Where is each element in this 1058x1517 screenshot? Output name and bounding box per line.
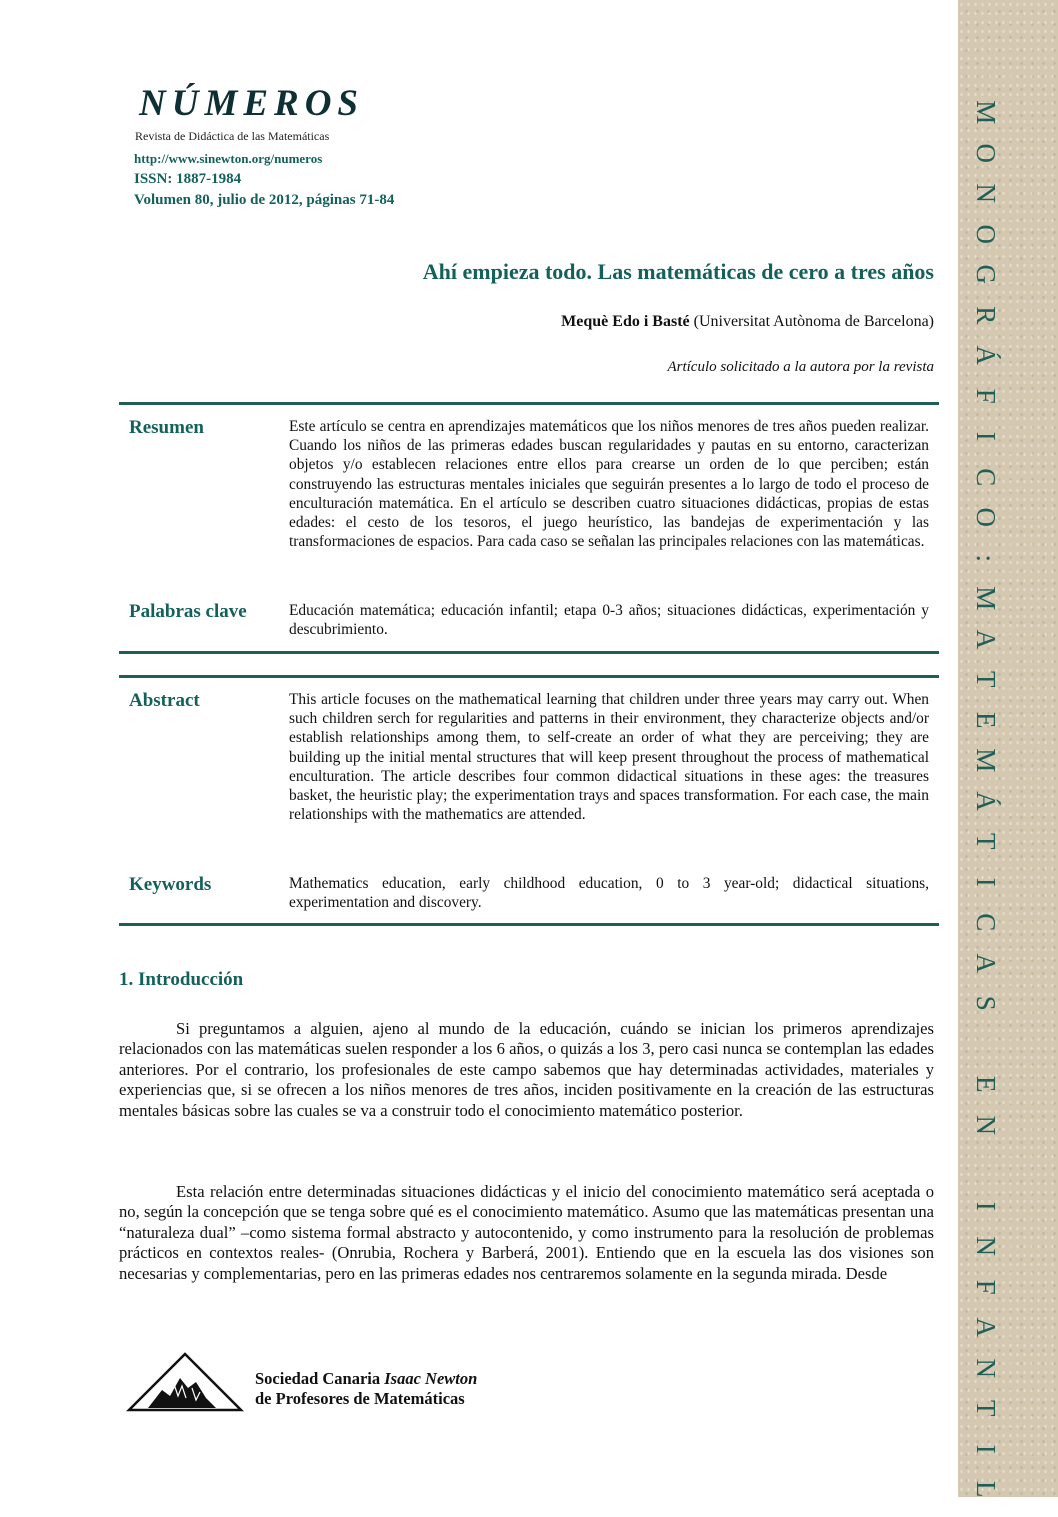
sidebar-letter: M (970, 586, 1001, 611)
keywords-text: Mathematics education, early childhood education, 0 to 3 year-old; didactical situations, experimentation and discovery. (289, 875, 929, 912)
palabras-label: Palabras clave (129, 601, 247, 622)
sidebar-letter: A (970, 1317, 1001, 1337)
sidebar-letter: N (970, 1115, 1001, 1135)
sidebar-letter: I (970, 431, 1001, 441)
society-footer (126, 1352, 546, 1414)
society-line1b: Isaac Newton (384, 1369, 478, 1388)
article-note: Artículo solicitado a la autora por la revista (667, 359, 934, 375)
monograph-sidebar (958, 0, 1058, 1497)
sidebar-letter: N (970, 1236, 1001, 1256)
society-line1a: Sociedad Canaria (255, 1369, 385, 1388)
sidebar-letter: L (970, 1481, 1001, 1498)
divider (119, 651, 939, 654)
article-title: Ahí empieza todo. Las matemáticas de cero a tres años (422, 259, 934, 284)
sidebar-letter: O (970, 224, 1001, 244)
divider (119, 402, 939, 405)
journal-subtitle: Revista de Didáctica de las Matemáticas (135, 129, 330, 143)
sidebar-letter: I (970, 1444, 1001, 1454)
sidebar-letter: F (970, 1279, 1001, 1295)
journal-issn: ISSN: 1887-1984 (134, 171, 242, 187)
sidebar-letter: M (970, 100, 1001, 125)
sidebar-letter: R (970, 305, 1001, 324)
journal-volume: Volumen 80, julio de 2012, páginas 71-84 (134, 192, 395, 208)
divider (119, 923, 939, 926)
divider (119, 675, 939, 678)
sidebar-letter: M (970, 748, 1001, 773)
sidebar-letter: N (970, 183, 1001, 203)
sidebar-letter: O (970, 507, 1001, 527)
section-heading: 1. Introducción (119, 969, 244, 990)
author-affiliation: (Universitat Autònoma de Barcelona) (689, 313, 934, 330)
mountain-logo-icon (126, 1352, 244, 1414)
sidebar-letter: O (970, 143, 1001, 163)
society-name (255, 1369, 477, 1409)
resumen-label: Resumen (129, 417, 204, 438)
sidebar-letter: E (970, 1076, 1001, 1093)
paragraph: Esta relación entre determinadas situaciones didácticas y el inicio del conocimiento matemático será aceptada o no, según la concepción que se tenga sobre qué es el conocimiento matemático. Asumo que las matemáticas presentan una “naturaleza dual” –como sistema formal abstracto y autocontenido, y como instrumento para la resolución de problemas prácticos en contextos reales- (Onrubia, Rochera y Barberá, 2001). Entiendo que en la escuela las dos visiones son necesarias y complementarias, pero en las primeras edades nos centraremos solamente en la segunda mirada. Desde (119, 1182, 934, 1283)
sidebar-letter: I (970, 1201, 1001, 1211)
palabras-text: Educación matemática; educación infantil; etapa 0-3 años; situaciones didácticas, experimentación y descubrimiento. (289, 602, 929, 639)
sidebar-letter: Á (970, 345, 1001, 365)
sidebar-letter: N (970, 1358, 1001, 1378)
sidebar-letter: C (970, 913, 1001, 932)
society-line2: de Profesores de Matemáticas (255, 1389, 465, 1408)
resumen-text: Este artículo se centra en aprendizajes matemáticos que los niños menores de tres años pueden realizar. Cuando los niños de las primeras edades buscan regularidades y pautas en su entorno, caracterizan objetos y/o establecen relaciones entre ellos para crearse un orden de lo que perciben; están construyendo las estructuras mentales iniciales que seguirán presentes a lo largo de todo el proceso de enculturación matemática. En el artículo se describen cuatro situaciones didácticas, propias de estas edades: el cesto de los tesoros, el juego heurístico, las bandejas de experimentación y las transformaciones de espacios. Para cada caso se señalan las principales relaciones con las matemáticas. (289, 418, 929, 551)
article-author (561, 313, 934, 331)
sidebar-letter: Á (970, 791, 1001, 811)
sidebar-letter: T (970, 671, 1001, 688)
sidebar-letter: S (970, 995, 1001, 1011)
sidebar-letter: T (970, 1400, 1001, 1417)
paragraph: Si preguntamos a alguien, ajeno al mundo de la educación, cuándo se inician los primeros aprendizajes relacionados con las matemáticas suelen responder a los 6 años, o quizás a los 3, pero casi nunca se contemplan las edades anteriores. Por el contrario, los profesionales de este campo sabemos que hay determinadas actividades, materiales y experiencias que, si se ofrecen a los niños menores de tres años, inciden positivamente en la creación de las estructuras mentales básicas sobre las cuales se va a construir todo el conocimiento matemático posterior. (119, 1019, 934, 1120)
sidebar-letter: C (970, 467, 1001, 486)
keywords-label: Keywords (129, 874, 212, 895)
sidebar-letter: I (970, 877, 1001, 887)
journal-url[interactable]: http://www.sinewton.org/numeros (134, 151, 323, 166)
sidebar-letter: A (970, 953, 1001, 973)
sidebar-letter: F (970, 388, 1001, 404)
author-name: Mequè Edo i Basté (561, 313, 690, 330)
sidebar-vertical-title (958, 92, 1013, 1510)
abstract-text: This article focuses on the mathematical learning that children under three years may carry out. When such children serch for regularities and patterns in their environment, they characterize objects and/or establish relationships among them, to self-create an order of what they are perceiving; they are building up the initial mental structures that will keep present throughout the process of mathematical enculturation. The article describes four common didactical situations in these ages: the treasures basket, the heuristic play; the experimentation trays and spaces transformation. For each case, the main relationships with the mathematics are attended. (289, 691, 929, 824)
sidebar-letter: G (970, 264, 1001, 284)
sidebar-letter: A (970, 629, 1001, 649)
sidebar-letter: E (970, 711, 1001, 728)
journal-logo: NÚMEROS (139, 83, 364, 124)
abstract-label: Abstract (129, 690, 200, 711)
sidebar-letter: T (970, 833, 1001, 850)
sidebar-letter: : (970, 553, 1001, 562)
